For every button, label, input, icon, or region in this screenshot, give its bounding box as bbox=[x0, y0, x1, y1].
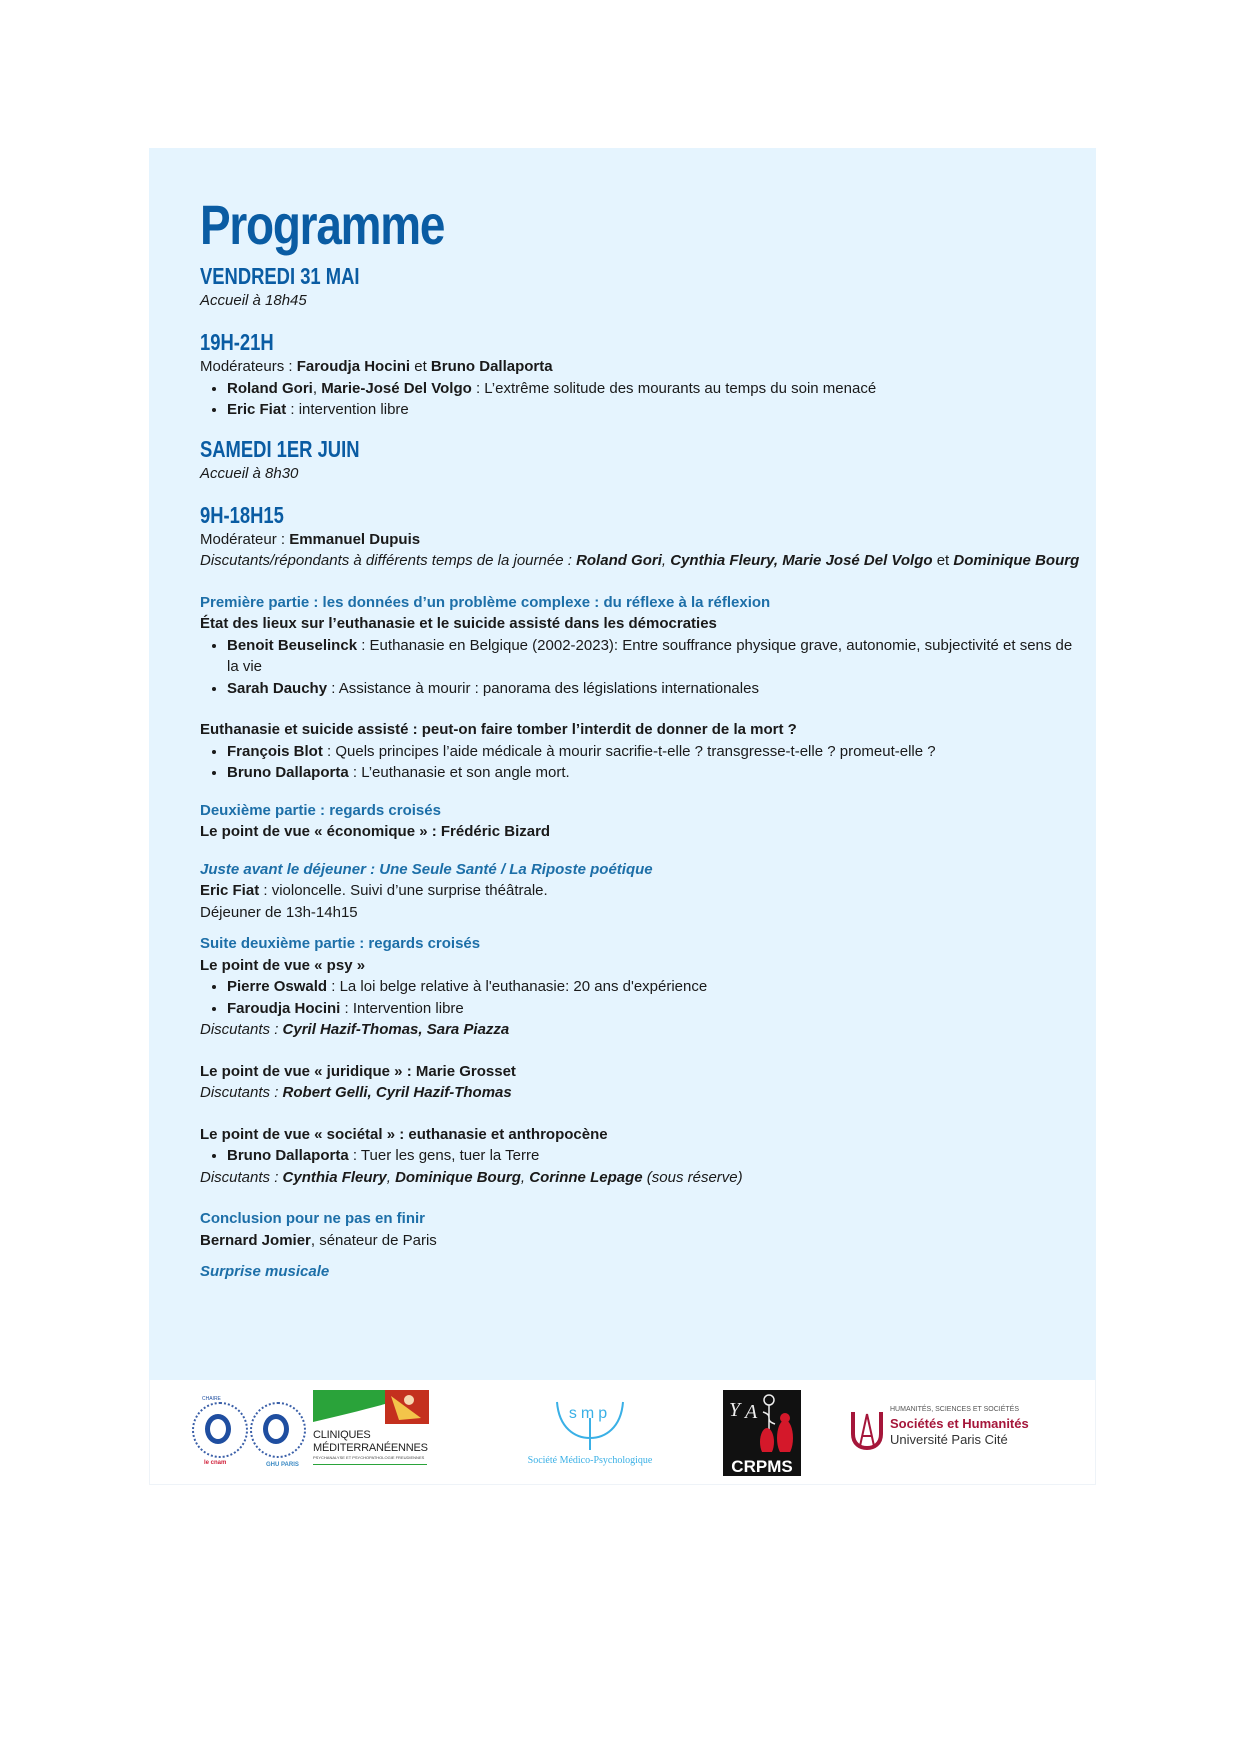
discussant-name: Corinne Lepage bbox=[529, 1168, 643, 1186]
talk-title: : L’euthanasie et son angle mort. bbox=[348, 764, 570, 781]
discussant-name: Dominique Bourg bbox=[953, 552, 1080, 569]
moderator-label: Modérateur : bbox=[200, 530, 290, 548]
discussants-label: Discutants : bbox=[200, 1168, 283, 1186]
seal-icon bbox=[192, 1402, 248, 1458]
speaker-role: , sénateur de Paris bbox=[310, 1231, 437, 1249]
section-heading-conclusion: Conclusion pour ne pas en finir bbox=[200, 1210, 426, 1227]
logo-text: Sociétés et Humanités bbox=[890, 1416, 1029, 1431]
logo-chaire-philosophie bbox=[248, 1402, 308, 1472]
logo-text: le cnam bbox=[204, 1460, 227, 1466]
conjunction: et bbox=[410, 358, 431, 375]
logo-chaire-humanites-sante bbox=[190, 1396, 250, 1472]
welcome-time-saturday: Accueil à 8h30 bbox=[200, 464, 299, 482]
discussant-name: Roland Gori bbox=[576, 552, 662, 569]
talk-title: : Quels principes l’aide médicale à mourir sacrifie-t-elle ? transgresse-t-elle ? promeut-elle ? bbox=[322, 742, 936, 760]
separator: , bbox=[312, 379, 322, 397]
societal-talks-list bbox=[200, 1145, 1080, 1167]
svg-text:Y: Y bbox=[729, 1399, 741, 1421]
discussants-line bbox=[200, 550, 1080, 572]
speaker-name: Benoit Beuselinck bbox=[227, 636, 358, 654]
conjunction: et bbox=[932, 552, 954, 569]
list-item bbox=[227, 976, 1080, 998]
subsection-heading: Le point de vue « économique » : Frédéric Bizard bbox=[200, 823, 551, 840]
discussant-name: Cynthia Fleury bbox=[282, 1168, 387, 1186]
performance-line bbox=[200, 880, 1080, 902]
eiffel-u-icon bbox=[850, 1410, 884, 1450]
discussant-name: Dominique Bourg bbox=[395, 1168, 521, 1186]
divider bbox=[313, 1464, 427, 1465]
closing-item: Surprise musicale bbox=[200, 1263, 330, 1280]
svg-text:A: A bbox=[745, 1401, 758, 1423]
moderator-name: Faroudja Hocini bbox=[296, 358, 411, 375]
list-item bbox=[227, 635, 1080, 678]
logo-text: Université Paris Cité bbox=[890, 1432, 1008, 1447]
logo-text: PSYCHANALYSE ET PSYCHOPATHOLOGIE FREUDIENNES bbox=[313, 1455, 425, 1460]
logo-text: CHAIRE bbox=[202, 1396, 221, 1402]
moderator-name: Emmanuel Dupuis bbox=[289, 530, 421, 548]
logo-text: GHU PARIS bbox=[266, 1462, 299, 1468]
talk-title: : Assistance à mourir : panorama des législations internationales bbox=[327, 679, 759, 697]
moderators-label: Modérateurs : bbox=[200, 358, 297, 375]
day-heading-friday: VENDREDI 31 MAI bbox=[200, 263, 360, 289]
discussant-names: Robert Gelli, Cyril Hazif-Thomas bbox=[282, 1084, 512, 1101]
talk-title: : Euthanasie en Belgique (2002-2023): Entre souffrance physique grave, autonomie, subjectivité et sens de la vie bbox=[227, 636, 1073, 675]
talk-title: : Tuer les gens, tuer la Terre bbox=[348, 1147, 540, 1164]
green-wave-graphic bbox=[313, 1390, 429, 1424]
time-slot-friday: 19H-21H bbox=[200, 329, 274, 355]
moderator-name: Bruno Dallaporta bbox=[430, 358, 553, 375]
crpms-figures-graphic bbox=[723, 1390, 801, 1452]
discussants-label: Discutants : bbox=[200, 1084, 283, 1101]
section-heading-lunch: Juste avant le déjeuner : Une Seule Santé / La Riposte poétique bbox=[200, 860, 653, 878]
subsection-heading: État des lieux sur l’euthanasie et le suicide assisté dans les démocraties bbox=[200, 615, 717, 632]
section-heading-part1: Première partie : les données d’un problème complexe : du réflexe à la réflexion bbox=[200, 593, 771, 611]
moderator-line bbox=[200, 529, 1080, 551]
speaker-name: Bruno Dallaporta bbox=[227, 764, 349, 781]
list-item bbox=[227, 378, 1080, 400]
list-item bbox=[227, 741, 1080, 763]
seal-icon bbox=[250, 1402, 306, 1458]
list-item bbox=[227, 1145, 1080, 1167]
welcome-time-friday: Accueil à 18h45 bbox=[200, 292, 307, 309]
psy-talks-list bbox=[200, 976, 1080, 1019]
note: (sous réserve) bbox=[642, 1168, 743, 1186]
subsection-heading: Euthanasie et suicide assisté : peut-on faire tomber l’interdit de donner de la mort ? bbox=[200, 721, 797, 738]
logo-crpms bbox=[723, 1390, 801, 1476]
list-item bbox=[227, 399, 1080, 421]
speaker-name: Bernard Jomier bbox=[200, 1231, 311, 1249]
subsection-heading: Le point de vue « juridique » : Marie Grosset bbox=[200, 1062, 516, 1080]
logo-cliniques-mediterraneennes bbox=[313, 1390, 429, 1470]
logo-universite-paris-cite bbox=[850, 1406, 1040, 1456]
time-slot-saturday: 9H-18H15 bbox=[200, 501, 284, 528]
smp-mark: smp bbox=[568, 1405, 612, 1422]
subsection-heading: Le point de vue « psy » bbox=[200, 956, 366, 974]
discussants-line: Discutants : Cynthia Fleury, Dominique Bourg, Corinne Lepage (sous réserve) bbox=[200, 1168, 743, 1186]
part1-talks-list-2 bbox=[200, 741, 1080, 784]
list-item bbox=[227, 678, 1080, 700]
section-heading-part2: Deuxième partie : regards croisés bbox=[200, 801, 441, 819]
day-heading-saturday: SAMEDI 1ER JUIN bbox=[200, 435, 360, 462]
speaker-name: Eric Fiat bbox=[227, 401, 287, 418]
performance-text: : violoncelle. Suivi d’une surprise théâtrale. bbox=[259, 882, 548, 899]
discussants-line bbox=[200, 1082, 1080, 1104]
talk-title: : Intervention libre bbox=[340, 999, 464, 1017]
page-title: Programme bbox=[200, 193, 445, 256]
conclusion-speaker-line bbox=[200, 1230, 1080, 1252]
talk-title: : La loi belge relative à l'euthanasie: 20 ans d'expérience bbox=[327, 978, 708, 995]
subsection-heading: Le point de vue « sociétal » : euthanasie et anthropocène bbox=[200, 1125, 608, 1143]
logo-text: HUMANITÉS, SCIENCES ET SOCIÉTÉS bbox=[890, 1406, 1020, 1413]
list-item bbox=[227, 998, 1080, 1020]
partner-logos-strip bbox=[149, 1380, 1096, 1485]
discussant-name: Cynthia Fleury, Marie José Del Volgo bbox=[670, 552, 933, 569]
speaker-name: Sarah Dauchy bbox=[227, 679, 328, 697]
section-heading-part2b: Suite deuxième partie : regards croisés bbox=[200, 935, 481, 952]
separator: , bbox=[661, 552, 671, 569]
discussants-line bbox=[200, 1019, 1080, 1041]
logo-text: CLINIQUES bbox=[313, 1429, 371, 1441]
talk-title: : intervention libre bbox=[286, 401, 409, 418]
friday-talks-list bbox=[200, 378, 1080, 421]
list-item bbox=[227, 762, 1080, 784]
speaker-name: François Blot bbox=[227, 742, 323, 760]
speaker-name: Marie-José Del Volgo bbox=[321, 379, 472, 397]
programme-content bbox=[200, 190, 1080, 1283]
logo-text: CRPMS bbox=[731, 1457, 793, 1476]
speaker-name: Pierre Oswald bbox=[227, 978, 328, 995]
smp-emblem-icon bbox=[515, 1398, 665, 1450]
logo-text: Société Médico-Psychologique bbox=[527, 1455, 653, 1466]
discussant-names: Cyril Hazif-Thomas, Sara Piazza bbox=[282, 1021, 510, 1038]
performer-name: Eric Fiat bbox=[200, 882, 260, 899]
discussants-label: Discutants/répondants à différents temps de la journée : bbox=[200, 552, 577, 569]
logo-text: MÉDITERRANÉENNES bbox=[313, 1442, 428, 1454]
speaker-name: Bruno Dallaporta bbox=[227, 1147, 349, 1164]
moderators-line bbox=[200, 356, 1080, 378]
speaker-name: Faroudja Hocini bbox=[227, 999, 341, 1017]
speaker-name: Roland Gori bbox=[227, 379, 313, 397]
lunch-time: Déjeuner de 13h-14h15 bbox=[200, 903, 358, 921]
logo-smp bbox=[515, 1398, 665, 1468]
part1-talks-list-1 bbox=[200, 635, 1080, 700]
discussants-label: Discutants : bbox=[200, 1021, 283, 1038]
talk-title: : L’extrême solitude des mourants au temps du soin menacé bbox=[471, 379, 877, 397]
